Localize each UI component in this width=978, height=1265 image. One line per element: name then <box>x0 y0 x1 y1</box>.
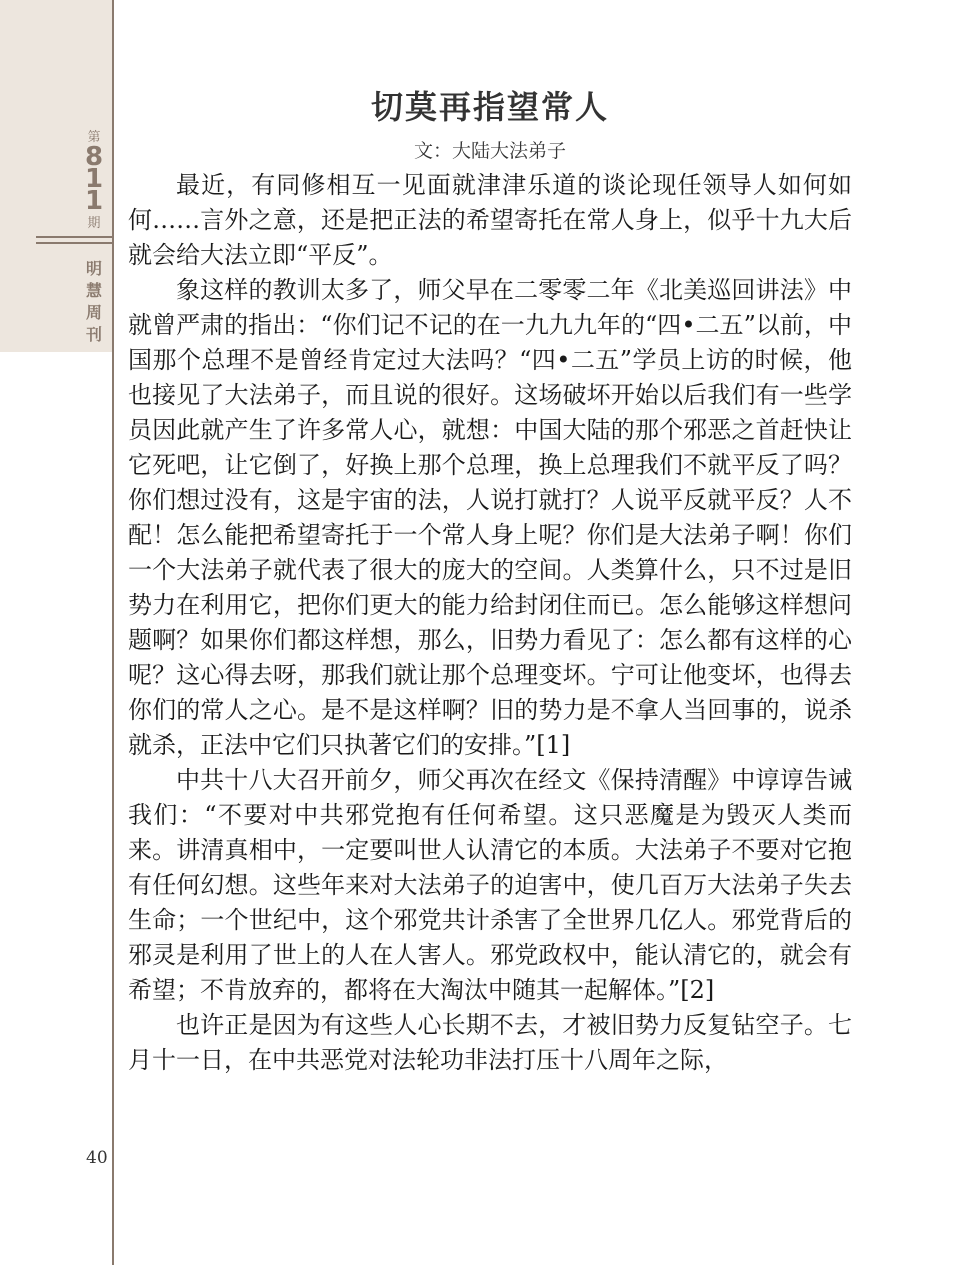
issue-number-digit: 1 <box>84 164 104 194</box>
issue-number-digit: 8 <box>84 142 104 172</box>
article-body <box>128 168 852 1078</box>
margin-rule <box>112 0 114 1265</box>
paragraph: 中共十八大召开前夕，师父再次在经文《保持清醒》中谆谆告诫我们：“不要对中共邪党抱有任何希望。这只恶魔是为毁灭人类而来。讲清真相中，一定要叫世人认清它的本质。大法弟子不要对它抱有任何幻想。这些年来对大法弟子的迫害中，使几百万大法弟子失去生命；一个世纪中，这个邪党共计杀害了全世界几亿人。邪党背后的邪灵是利用了世上的人在人害人。邪党政权中，能认清它的，就会有希望；不肯放弃的，都将在大淘汰中随其一起解体。”[2] <box>128 766 852 1004</box>
sidebar-divider <box>36 242 112 244</box>
publication-name-char: 周 <box>85 303 102 322</box>
issue-suffix: 期 <box>87 216 101 231</box>
paragraph: 最近，有同修相互一见面就津津乐道的谈论现任领导人如何如何……言外之意，还是把正法的希望寄托在常人身上，似乎十九大后就会给大法立即“平反”。 <box>128 171 852 269</box>
paragraph: 也许正是因为有这些人心长期不去，才被旧势力反复钻空子。七月十一日，在中共恶党对法轮功非法打压十八周年之际， <box>128 1011 852 1074</box>
page-number: 40 <box>86 1148 108 1168</box>
publication-name-char: 明 <box>85 259 102 278</box>
sidebar-divider <box>36 236 112 238</box>
issue-number-digit: 1 <box>84 186 104 216</box>
publication-name-char: 刊 <box>85 325 102 344</box>
paragraph: 象这样的教训太多了，师父早在二零零二年《北美巡回讲法》中就曾严肃的指出：“你们记不记的在一九九九年的“四•二五”以前，中国那个总理不是曾经肯定过大法吗？“四•二五”学员上访的时候，他也接见了大法弟子，而且说的很好。这场破坏开始以后我们有一些学员因此就产生了许多常人心，就想：中国大陆的那个邪恶之首赶快让它死吧，让它倒了，好换上那个总理，换上总理我们不就平反了吗？你们想过没有，这是宇宙的法，人说打就打？人说平反就平反？人不配！怎么能把希望寄托于一个常人身上呢？你们是大法弟子啊！你们一个大法弟子就代表了很大的庞大的空间。人类算什么，只不过是旧势力在利用它，把你们更大的能力给封闭住而已。怎么能够这样想问题啊？如果你们都这样想，那么，旧势力看见了：怎么都有这样的心呢？这心得去呀，那我们就让那个总理变坏。宁可让他变坏，也得去你们的常人之心。是不是这样啊？旧的势力是不拿人当回事的，说杀就杀，正法中它们只执著它们的安排。”[1] <box>128 276 852 759</box>
article-title: 切莫再指望常人 <box>370 88 609 126</box>
publication-name-char: 慧 <box>85 281 102 300</box>
article-byline: 文：大陆大法弟子 <box>413 140 566 162</box>
issue-prefix: 第 <box>87 130 101 145</box>
